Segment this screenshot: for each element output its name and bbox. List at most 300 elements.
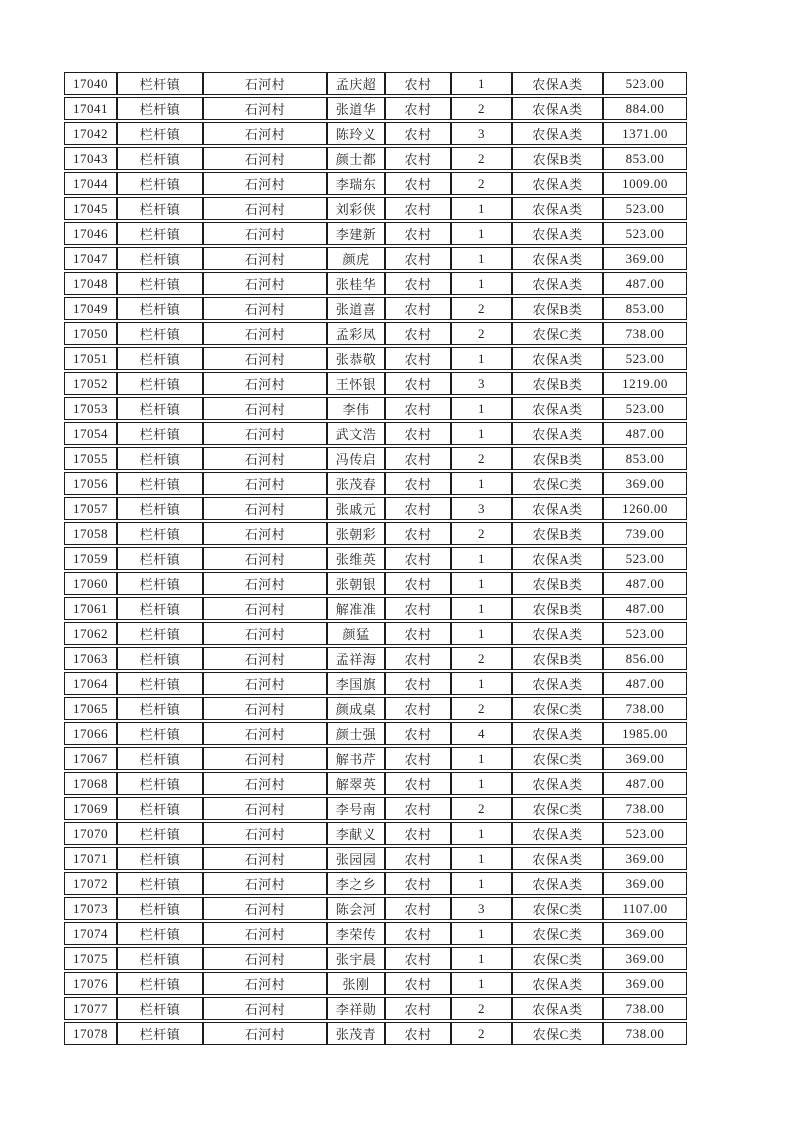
cell-amount: 1260.00 — [603, 497, 687, 520]
cell-area_type: 农村 — [385, 822, 451, 845]
cell-category: 农保A类 — [512, 997, 603, 1020]
cell-town: 栏杆镇 — [117, 572, 203, 595]
cell-category: 农保A类 — [512, 272, 603, 295]
cell-name: 张刚 — [327, 972, 385, 995]
cell-person_count: 4 — [451, 722, 512, 745]
cell-village: 石河村 — [203, 972, 327, 995]
cell-name: 张维英 — [327, 547, 385, 570]
cell-village: 石河村 — [203, 947, 327, 970]
cell-area_type: 农村 — [385, 922, 451, 945]
cell-name: 李建新 — [327, 222, 385, 245]
cell-id: 17047 — [64, 247, 117, 270]
cell-id: 17050 — [64, 322, 117, 345]
cell-amount: 523.00 — [603, 397, 687, 420]
cell-area_type: 农村 — [385, 97, 451, 120]
table-row — [64, 397, 687, 420]
cell-person_count: 1 — [451, 972, 512, 995]
cell-town: 栏杆镇 — [117, 1022, 203, 1045]
cell-category: 农保A类 — [512, 197, 603, 220]
cell-amount: 738.00 — [603, 1022, 687, 1045]
table-row — [64, 422, 687, 445]
table-row — [64, 922, 687, 945]
cell-id: 17040 — [64, 72, 117, 95]
cell-area_type: 农村 — [385, 272, 451, 295]
cell-amount: 369.00 — [603, 247, 687, 270]
cell-name: 张朝彩 — [327, 522, 385, 545]
cell-category: 农保C类 — [512, 1022, 603, 1045]
cell-village: 石河村 — [203, 172, 327, 195]
cell-id: 17056 — [64, 472, 117, 495]
cell-area_type: 农村 — [385, 872, 451, 895]
cell-id: 17077 — [64, 997, 117, 1020]
cell-amount: 369.00 — [603, 747, 687, 770]
cell-id: 17052 — [64, 372, 117, 395]
cell-name: 张朝银 — [327, 572, 385, 595]
cell-person_count: 1 — [451, 222, 512, 245]
table-row — [64, 522, 687, 545]
cell-category: 农保A类 — [512, 622, 603, 645]
cell-area_type: 农村 — [385, 622, 451, 645]
cell-area_type: 农村 — [385, 247, 451, 270]
cell-town: 栏杆镇 — [117, 397, 203, 420]
cell-amount: 1371.00 — [603, 122, 687, 145]
cell-village: 石河村 — [203, 897, 327, 920]
cell-area_type: 农村 — [385, 422, 451, 445]
table-row — [64, 897, 687, 920]
cell-id: 17070 — [64, 822, 117, 845]
cell-name: 孟庆超 — [327, 72, 385, 95]
cell-person_count: 2 — [451, 447, 512, 470]
cell-id: 17071 — [64, 847, 117, 870]
cell-id: 17064 — [64, 672, 117, 695]
cell-id: 17067 — [64, 747, 117, 770]
cell-amount: 487.00 — [603, 572, 687, 595]
table-row — [64, 747, 687, 770]
table-row — [64, 472, 687, 495]
cell-person_count: 1 — [451, 347, 512, 370]
table-row — [64, 997, 687, 1020]
cell-id: 17058 — [64, 522, 117, 545]
cell-area_type: 农村 — [385, 222, 451, 245]
cell-village: 石河村 — [203, 572, 327, 595]
cell-category: 农保A类 — [512, 547, 603, 570]
cell-town: 栏杆镇 — [117, 747, 203, 770]
cell-category: 农保A类 — [512, 222, 603, 245]
cell-town: 栏杆镇 — [117, 197, 203, 220]
cell-town: 栏杆镇 — [117, 847, 203, 870]
cell-id: 17066 — [64, 722, 117, 745]
cell-amount: 523.00 — [603, 222, 687, 245]
cell-name: 李祥勋 — [327, 997, 385, 1020]
cell-amount: 523.00 — [603, 547, 687, 570]
cell-name: 解准准 — [327, 597, 385, 620]
table-row — [64, 672, 687, 695]
cell-amount: 1985.00 — [603, 722, 687, 745]
cell-amount: 369.00 — [603, 947, 687, 970]
cell-village: 石河村 — [203, 672, 327, 695]
cell-person_count: 1 — [451, 472, 512, 495]
cell-town: 栏杆镇 — [117, 522, 203, 545]
cell-area_type: 农村 — [385, 597, 451, 620]
cell-village: 石河村 — [203, 772, 327, 795]
cell-amount: 856.00 — [603, 647, 687, 670]
cell-name: 李之乡 — [327, 872, 385, 895]
cell-area_type: 农村 — [385, 997, 451, 1020]
table-row — [64, 847, 687, 870]
cell-id: 17053 — [64, 397, 117, 420]
table-row — [64, 1022, 687, 1045]
cell-amount: 523.00 — [603, 347, 687, 370]
table-row — [64, 122, 687, 145]
cell-person_count: 1 — [451, 847, 512, 870]
table-row — [64, 322, 687, 345]
cell-town: 栏杆镇 — [117, 647, 203, 670]
cell-category: 农保C类 — [512, 472, 603, 495]
cell-category: 农保B类 — [512, 597, 603, 620]
table-row — [64, 347, 687, 370]
cell-person_count: 1 — [451, 822, 512, 845]
table-row — [64, 622, 687, 645]
table-row — [64, 172, 687, 195]
cell-person_count: 2 — [451, 797, 512, 820]
cell-amount: 487.00 — [603, 422, 687, 445]
table-row — [64, 197, 687, 220]
cell-town: 栏杆镇 — [117, 897, 203, 920]
cell-name: 孟祥海 — [327, 647, 385, 670]
cell-name: 颜士都 — [327, 147, 385, 170]
cell-id: 17042 — [64, 122, 117, 145]
cell-town: 栏杆镇 — [117, 172, 203, 195]
cell-amount: 738.00 — [603, 697, 687, 720]
cell-town: 栏杆镇 — [117, 497, 203, 520]
cell-name: 李号南 — [327, 797, 385, 820]
cell-village: 石河村 — [203, 422, 327, 445]
cell-area_type: 农村 — [385, 72, 451, 95]
cell-village: 石河村 — [203, 347, 327, 370]
cell-person_count: 3 — [451, 897, 512, 920]
cell-village: 石河村 — [203, 97, 327, 120]
cell-id: 17062 — [64, 622, 117, 645]
cell-name: 解书芹 — [327, 747, 385, 770]
table-row — [64, 447, 687, 470]
cell-person_count: 2 — [451, 322, 512, 345]
table-row — [64, 547, 687, 570]
cell-area_type: 农村 — [385, 847, 451, 870]
table-row — [64, 722, 687, 745]
cell-town: 栏杆镇 — [117, 797, 203, 820]
table-row — [64, 872, 687, 895]
cell-name: 解翠英 — [327, 772, 385, 795]
cell-category: 农保B类 — [512, 522, 603, 545]
cell-name: 陈玲义 — [327, 122, 385, 145]
cell-person_count: 2 — [451, 147, 512, 170]
table-row — [64, 572, 687, 595]
cell-id: 17045 — [64, 197, 117, 220]
cell-area_type: 农村 — [385, 897, 451, 920]
cell-amount: 487.00 — [603, 272, 687, 295]
cell-category: 农保B类 — [512, 297, 603, 320]
cell-amount: 739.00 — [603, 522, 687, 545]
cell-person_count: 1 — [451, 622, 512, 645]
cell-area_type: 农村 — [385, 697, 451, 720]
cell-amount: 884.00 — [603, 97, 687, 120]
cell-village: 石河村 — [203, 497, 327, 520]
pension-roster-table — [64, 70, 687, 1047]
cell-person_count: 2 — [451, 997, 512, 1020]
table-row — [64, 272, 687, 295]
cell-amount: 369.00 — [603, 472, 687, 495]
cell-area_type: 农村 — [385, 372, 451, 395]
cell-name: 刘彩侠 — [327, 197, 385, 220]
table-body — [64, 72, 687, 1045]
cell-amount: 853.00 — [603, 297, 687, 320]
cell-town: 栏杆镇 — [117, 547, 203, 570]
cell-person_count: 1 — [451, 247, 512, 270]
cell-id: 17059 — [64, 547, 117, 570]
cell-name: 王怀银 — [327, 372, 385, 395]
cell-town: 栏杆镇 — [117, 147, 203, 170]
cell-person_count: 2 — [451, 697, 512, 720]
cell-village: 石河村 — [203, 247, 327, 270]
cell-village: 石河村 — [203, 797, 327, 820]
cell-amount: 1219.00 — [603, 372, 687, 395]
cell-person_count: 1 — [451, 672, 512, 695]
cell-name: 张茂春 — [327, 472, 385, 495]
cell-town: 栏杆镇 — [117, 472, 203, 495]
table-row — [64, 147, 687, 170]
cell-village: 石河村 — [203, 547, 327, 570]
cell-amount: 487.00 — [603, 672, 687, 695]
cell-name: 李国旗 — [327, 672, 385, 695]
cell-name: 李荣传 — [327, 922, 385, 945]
cell-person_count: 1 — [451, 547, 512, 570]
cell-amount: 853.00 — [603, 147, 687, 170]
cell-area_type: 农村 — [385, 347, 451, 370]
cell-id: 17051 — [64, 347, 117, 370]
cell-name: 张戚元 — [327, 497, 385, 520]
cell-amount: 1009.00 — [603, 172, 687, 195]
cell-person_count: 1 — [451, 272, 512, 295]
cell-id: 17065 — [64, 697, 117, 720]
cell-name: 颜士强 — [327, 722, 385, 745]
table-row — [64, 497, 687, 520]
cell-area_type: 农村 — [385, 297, 451, 320]
cell-amount: 487.00 — [603, 597, 687, 620]
cell-town: 栏杆镇 — [117, 97, 203, 120]
cell-area_type: 农村 — [385, 397, 451, 420]
cell-village: 石河村 — [203, 872, 327, 895]
cell-town: 栏杆镇 — [117, 772, 203, 795]
cell-id: 17075 — [64, 947, 117, 970]
cell-area_type: 农村 — [385, 797, 451, 820]
cell-person_count: 1 — [451, 772, 512, 795]
table-row — [64, 797, 687, 820]
cell-person_count: 3 — [451, 497, 512, 520]
cell-category: 农保A类 — [512, 972, 603, 995]
cell-town: 栏杆镇 — [117, 597, 203, 620]
cell-category: 农保A类 — [512, 672, 603, 695]
cell-area_type: 农村 — [385, 322, 451, 345]
cell-town: 栏杆镇 — [117, 697, 203, 720]
cell-person_count: 3 — [451, 122, 512, 145]
cell-person_count: 1 — [451, 872, 512, 895]
cell-id: 17044 — [64, 172, 117, 195]
cell-town: 栏杆镇 — [117, 447, 203, 470]
cell-id: 17048 — [64, 272, 117, 295]
cell-area_type: 农村 — [385, 672, 451, 695]
cell-id: 17068 — [64, 772, 117, 795]
cell-area_type: 农村 — [385, 522, 451, 545]
cell-village: 石河村 — [203, 297, 327, 320]
cell-town: 栏杆镇 — [117, 247, 203, 270]
cell-area_type: 农村 — [385, 122, 451, 145]
cell-town: 栏杆镇 — [117, 922, 203, 945]
cell-amount: 738.00 — [603, 322, 687, 345]
cell-id: 17069 — [64, 797, 117, 820]
cell-category: 农保C类 — [512, 697, 603, 720]
cell-name: 张恭敬 — [327, 347, 385, 370]
cell-name: 张桂华 — [327, 272, 385, 295]
cell-person_count: 2 — [451, 297, 512, 320]
cell-name: 张宇晨 — [327, 947, 385, 970]
cell-name: 张道华 — [327, 97, 385, 120]
cell-id: 17073 — [64, 897, 117, 920]
cell-category: 农保A类 — [512, 847, 603, 870]
cell-town: 栏杆镇 — [117, 997, 203, 1020]
cell-name: 武文浩 — [327, 422, 385, 445]
cell-name: 颜猛 — [327, 622, 385, 645]
cell-category: 农保A类 — [512, 347, 603, 370]
cell-name: 冯传启 — [327, 447, 385, 470]
cell-town: 栏杆镇 — [117, 672, 203, 695]
cell-village: 石河村 — [203, 222, 327, 245]
cell-id: 17043 — [64, 147, 117, 170]
cell-village: 石河村 — [203, 72, 327, 95]
cell-category: 农保A类 — [512, 397, 603, 420]
cell-id: 17057 — [64, 497, 117, 520]
cell-area_type: 农村 — [385, 447, 451, 470]
cell-id: 17054 — [64, 422, 117, 445]
table-row — [64, 697, 687, 720]
cell-village: 石河村 — [203, 622, 327, 645]
cell-area_type: 农村 — [385, 172, 451, 195]
cell-area_type: 农村 — [385, 1022, 451, 1045]
cell-person_count: 1 — [451, 597, 512, 620]
cell-amount: 369.00 — [603, 847, 687, 870]
cell-amount: 523.00 — [603, 822, 687, 845]
cell-town: 栏杆镇 — [117, 872, 203, 895]
cell-town: 栏杆镇 — [117, 297, 203, 320]
cell-person_count: 2 — [451, 97, 512, 120]
table-row — [64, 297, 687, 320]
cell-category: 农保A类 — [512, 872, 603, 895]
cell-id: 17078 — [64, 1022, 117, 1045]
cell-person_count: 2 — [451, 647, 512, 670]
cell-amount: 487.00 — [603, 772, 687, 795]
cell-town: 栏杆镇 — [117, 122, 203, 145]
cell-category: 农保A类 — [512, 422, 603, 445]
cell-village: 石河村 — [203, 272, 327, 295]
cell-amount: 1107.00 — [603, 897, 687, 920]
cell-area_type: 农村 — [385, 472, 451, 495]
cell-category: 农保C类 — [512, 922, 603, 945]
cell-person_count: 1 — [451, 422, 512, 445]
cell-town: 栏杆镇 — [117, 972, 203, 995]
table-row — [64, 972, 687, 995]
cell-person_count: 1 — [451, 947, 512, 970]
table-row — [64, 222, 687, 245]
cell-person_count: 1 — [451, 922, 512, 945]
cell-area_type: 农村 — [385, 772, 451, 795]
cell-category: 农保C类 — [512, 322, 603, 345]
cell-name: 孟彩凤 — [327, 322, 385, 345]
cell-category: 农保C类 — [512, 897, 603, 920]
cell-village: 石河村 — [203, 722, 327, 745]
cell-village: 石河村 — [203, 147, 327, 170]
cell-person_count: 1 — [451, 572, 512, 595]
cell-id: 17041 — [64, 97, 117, 120]
cell-person_count: 1 — [451, 197, 512, 220]
cell-village: 石河村 — [203, 647, 327, 670]
cell-category: 农保A类 — [512, 497, 603, 520]
cell-category: 农保A类 — [512, 772, 603, 795]
cell-person_count: 2 — [451, 1022, 512, 1045]
cell-name: 颜成桌 — [327, 697, 385, 720]
cell-id: 17060 — [64, 572, 117, 595]
cell-amount: 369.00 — [603, 972, 687, 995]
cell-category: 农保A类 — [512, 247, 603, 270]
table-row — [64, 372, 687, 395]
table-row — [64, 247, 687, 270]
cell-name: 张道喜 — [327, 297, 385, 320]
cell-village: 石河村 — [203, 597, 327, 620]
cell-name: 李伟 — [327, 397, 385, 420]
cell-village: 石河村 — [203, 122, 327, 145]
cell-area_type: 农村 — [385, 572, 451, 595]
cell-village: 石河村 — [203, 522, 327, 545]
cell-village: 石河村 — [203, 197, 327, 220]
cell-id: 17046 — [64, 222, 117, 245]
cell-category: 农保B类 — [512, 647, 603, 670]
cell-amount: 853.00 — [603, 447, 687, 470]
cell-name: 张茂青 — [327, 1022, 385, 1045]
cell-amount: 369.00 — [603, 922, 687, 945]
cell-village: 石河村 — [203, 397, 327, 420]
cell-name: 陈会河 — [327, 897, 385, 920]
cell-category: 农保B类 — [512, 147, 603, 170]
cell-person_count: 1 — [451, 397, 512, 420]
cell-category: 农保B类 — [512, 372, 603, 395]
cell-person_count: 3 — [451, 372, 512, 395]
cell-town: 栏杆镇 — [117, 347, 203, 370]
cell-area_type: 农村 — [385, 197, 451, 220]
cell-amount: 738.00 — [603, 797, 687, 820]
cell-id: 17055 — [64, 447, 117, 470]
cell-area_type: 农村 — [385, 972, 451, 995]
cell-amount: 523.00 — [603, 72, 687, 95]
cell-name: 李瑞东 — [327, 172, 385, 195]
cell-id: 17076 — [64, 972, 117, 995]
cell-town: 栏杆镇 — [117, 947, 203, 970]
cell-category: 农保A类 — [512, 72, 603, 95]
cell-name: 张园园 — [327, 847, 385, 870]
cell-town: 栏杆镇 — [117, 272, 203, 295]
cell-area_type: 农村 — [385, 647, 451, 670]
cell-area_type: 农村 — [385, 497, 451, 520]
cell-town: 栏杆镇 — [117, 422, 203, 445]
cell-village: 石河村 — [203, 472, 327, 495]
cell-person_count: 1 — [451, 72, 512, 95]
